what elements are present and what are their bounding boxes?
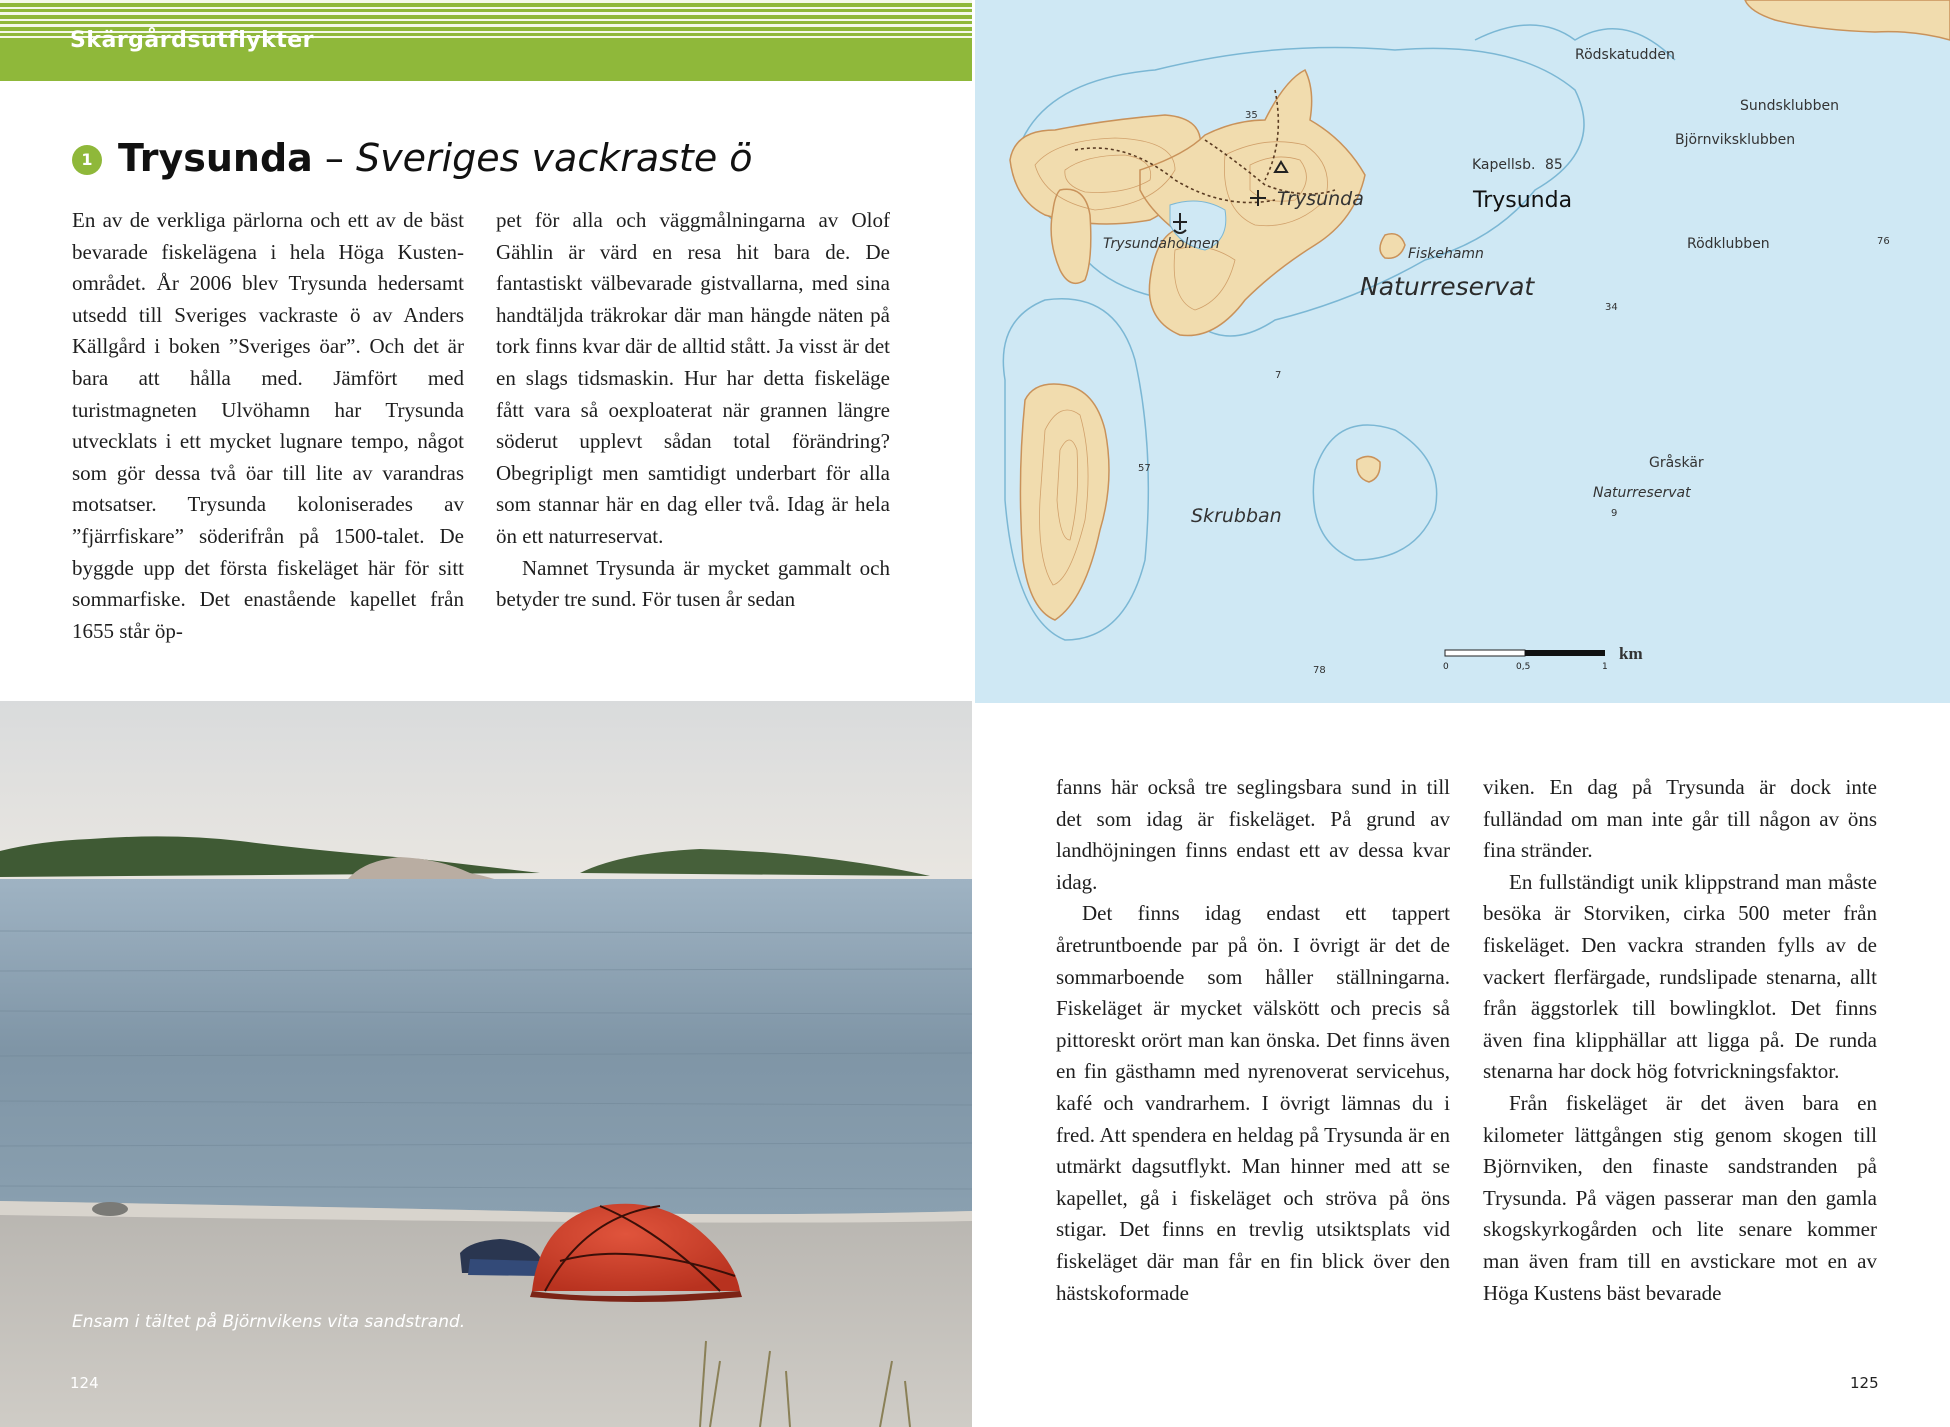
map-label-sundsklubben: Sundsklubben [1740, 98, 1839, 114]
map-label-trysunda-island: Trysunda [1277, 188, 1364, 210]
paragraph: viken. En dag på Trysunda är dock inte fulländad om man inte går till någon av öns fina stränder. [1483, 775, 1877, 863]
map-label-rodskatudden: Rödskatudden [1575, 47, 1675, 63]
map-label-naturreservat: Naturreservat [1360, 272, 1535, 301]
map-label-trysunda-town: Trysunda [1473, 188, 1573, 213]
map-label-naturreservat-small: Naturreservat [1593, 485, 1691, 501]
map-depth-76: 76 [1877, 236, 1890, 247]
paragraph: En av de verkliga pärlorna och ett av de bäst bevarade fiskelägena i hela Höga Kusten-området. År 2006 blev Trysunda hedersamt utsedd till Sveriges vackraste ö av Anders Källgård i boken ”Sveriges öar”. Och det är bara att hålla med. Jämfört med turistmagneten Ulvöhamn har Trysunda utvecklats i ett mycket lugnare tempo, något som gör dessa två öar till lite av varandras motsatser. Trysunda koloniserades av ”fjärrfiskare” söderifrån på 1500-talet. De byggde upp det första fiskeläget här för sitt sommarfiske. Det enastående kapellet från 1655 står öp- [72, 208, 464, 643]
paragraph: fanns här också tre seglingsbara sund in till det som idag är fiskeläget. På grund av landhöjningen finns endast ett av dessa kvar idag. [1056, 775, 1450, 894]
map-label-skrubban: Skrubban [1191, 505, 1282, 527]
scale-label-zero: 0 [1443, 662, 1449, 672]
title-subtitle: Sveriges vackraste ö [356, 136, 753, 180]
section-header-band [0, 0, 972, 81]
scale-label-one: 1 [1602, 662, 1608, 672]
paragraph: Namnet Trysunda är mycket gammalt och betyder tre sund. För tusen år sedan [496, 555, 890, 612]
map-depth-9: 9 [1611, 508, 1618, 519]
map-label-graskar: Gråskär [1649, 455, 1704, 471]
section-label: Skärgårdsutflykter [70, 28, 315, 53]
left-page-column-1 [72, 205, 464, 647]
map-depth-7: 7 [1275, 370, 1282, 381]
map-depth-35: 35 [1245, 110, 1258, 121]
trysunda-map [975, 0, 1950, 703]
map-label-trysundaholmen: Trysundaholmen [1103, 236, 1220, 252]
map-depth-34: 34 [1605, 302, 1618, 313]
map-depth-78: 78 [1313, 665, 1326, 676]
paragraph: pet för alla och väggmålningarna av Olof Gählin är värd en resa hit bara de. De fantastiskt välbevarade gistvallarna, med sina handtäljda träkrokar där man hängde näten på tork finns kvar där de alltid stått. Ja visst är det en slags tidsmaskin. Hur har detta fiskeläge fått vara så oexploaterat när grannen längre söderut upplevt sådan total förändring? Obegripligt men samtidigt underbart för alla som stannar här en dag eller två. Idag är hela ön ett naturreservat. [496, 208, 890, 548]
map-label-bjornviksklubben: Björnviksklubben [1675, 132, 1796, 148]
paragraph: Det finns idag endast ett tappert åretruntboende par på ön. I övrigt är det de sommarboende som håller ställningarna. Fiskeläget är mycket välskött och precis så pittoreskt orört man kan önska. Det finns även en fin gästhamn med nyrenoverat servicehus, kafé och vandrarhem. I övrigt lämnas du i fred. Att spendera en heldag på Trysunda är en utmärkt dagsutflykt. Man hinner med att se kapellet, gå i fiskeläget och ströva på öns stigar. Det finns en trevlig utsiktsplats vid fiskeläget där man får en fin blick över den hästskoformade [1056, 901, 1450, 1305]
scale-unit: km [1619, 644, 1643, 663]
map-label-rodklubben: Rödklubben [1687, 236, 1770, 252]
map-label-elevation: 85 [1545, 157, 1563, 173]
scale-label-half: 0,5 [1516, 662, 1531, 672]
left-page-column-2 [496, 205, 890, 616]
paragraph: Från fiskeläget är det även bara en kilometer lättgången stig genom skogen till Björnviken, den finaste sandstranden på Trysunda. På vägen passerar man den gamla skogskyrkogården och lite senare kommer man även fram till en avstickare mot en av Höga Kustens bäst bevarade [1483, 1090, 1877, 1305]
photo-caption: Ensam i tältet på Björnvikens vita sandstrand. [72, 1312, 466, 1332]
right-page-column-1 [1056, 772, 1450, 1309]
map-depth-57: 57 [1138, 463, 1151, 474]
page-title [118, 136, 753, 180]
title-dash: – [312, 136, 356, 180]
page-number-left: 124 [70, 1374, 99, 1392]
page-number-right: 125 [1850, 1374, 1879, 1392]
right-page-column-2 [1483, 772, 1877, 1309]
paragraph: En fullständigt unik klippstrand man måste besöka är Storviken, cirka 500 meter från fiskeläget. Den vackra stranden fylls av de vackert flerfärgade, rundslipade stenarna, allt från äggstorlek till bowlingklot. Det finns även fina klipphällar att ligga på. De runda stenarna har dock hög fotvrickningsfaktor. [1483, 869, 1877, 1084]
map-label-kapellsb: Kapellsb. [1472, 157, 1536, 173]
title-main: Trysunda [118, 136, 313, 180]
map-label-fiskehamn: Fiskehamn [1408, 246, 1484, 262]
chapter-number-badge: 1 [72, 145, 102, 175]
